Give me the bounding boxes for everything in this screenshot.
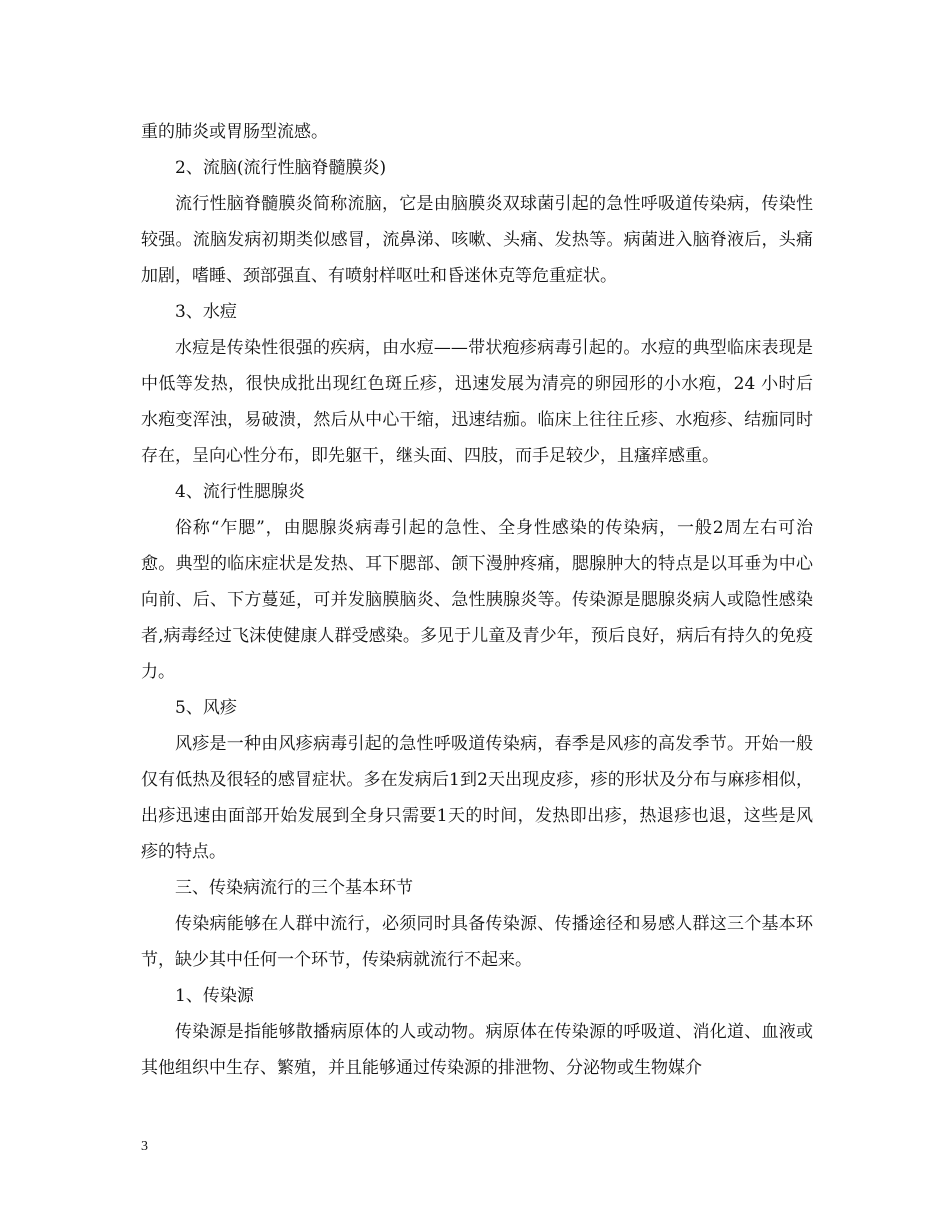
page-number: 3 xyxy=(141,1139,148,1154)
body-paragraph: 俗称“乍腮”，由腮腺炎病毒引起的急性、全身性感染的传染病，一般2周左右可治愈。典型的临床症状是发热、耳下腮部、颌下漫肿疼痛，腮腺肿大的特点是以耳垂为中心向前、后、下方蔓延，可并发脑膜脑炎、急性胰腺炎等。传染源是腮腺炎病人或隐性感染者,病毒经过飞沫使健康人群受感染。多见于儿童及青少年，预后良好，病后有持久的免疫力。 xyxy=(141,518,813,682)
section-heading: 2、流脑(流行性脑脊髓膜炎) xyxy=(175,158,387,178)
body-paragraph: 传染源是指能够散播病原体的人或动物。病原体在传染源的呼吸道、消化道、血液或其他组织中生存、繁殖，并且能够通过传染源的排泄物、分泌物或生物媒介 xyxy=(141,1022,813,1078)
document-body xyxy=(141,114,813,1086)
section-heading: 三、传染病流行的三个基本环节 xyxy=(175,878,413,898)
body-paragraph: 水痘是传染性很强的疾病，由水痘——带状疱疹病毒引起的。水痘的典型临床表现是中低等发热，很快成批出现红色斑丘疹，迅速发展为清亮的卵园形的小水疱，24 小时后水疱变浑浊，易破溃，然后从中心干缩，迅速结痂。临床上往往丘疹、水疱疹、结痂同时存在，呈向心性分布，即先躯干，继头面、四肢，而手足较少，且瘙痒感重。 xyxy=(141,338,813,466)
section-heading: 3、水痘 xyxy=(175,302,237,322)
section-heading: 5、风疹 xyxy=(175,698,237,718)
body-paragraph: 传染病能够在人群中流行，必须同时具备传染源、传播途径和易感人群这三个基本环节，缺少其中任何一个环节，传染病就流行不起来。 xyxy=(141,914,813,970)
body-paragraph: 风疹是一种由风疹病毒引起的急性呼吸道传染病，春季是风疹的高发季节。开始一般仅有低热及很轻的感冒症状。多在发病后1到2天出现皮疹，疹的形状及分布与麻疹相似，出疹迅速由面部开始发展到全身只需要1天的时间，发热即出疹，热退疹也退，这些是风疹的特点。 xyxy=(141,734,813,862)
body-paragraph: 重的肺炎或胃肠型流感。 xyxy=(141,122,328,142)
section-heading: 4、流行性腮腺炎 xyxy=(175,482,305,502)
section-heading: 1、传染源 xyxy=(175,986,254,1006)
body-paragraph: 流行性脑脊髓膜炎简称流脑，它是由脑膜炎双球菌引起的急性呼吸道传染病，传染性较强。流脑发病初期类似感冒，流鼻涕、咳嗽、头痛、发热等。病菌进入脑脊液后，头痛加剧，嗜睡、颈部强直、有喷射样呕吐和昏迷休克等危重症状。 xyxy=(141,194,813,286)
